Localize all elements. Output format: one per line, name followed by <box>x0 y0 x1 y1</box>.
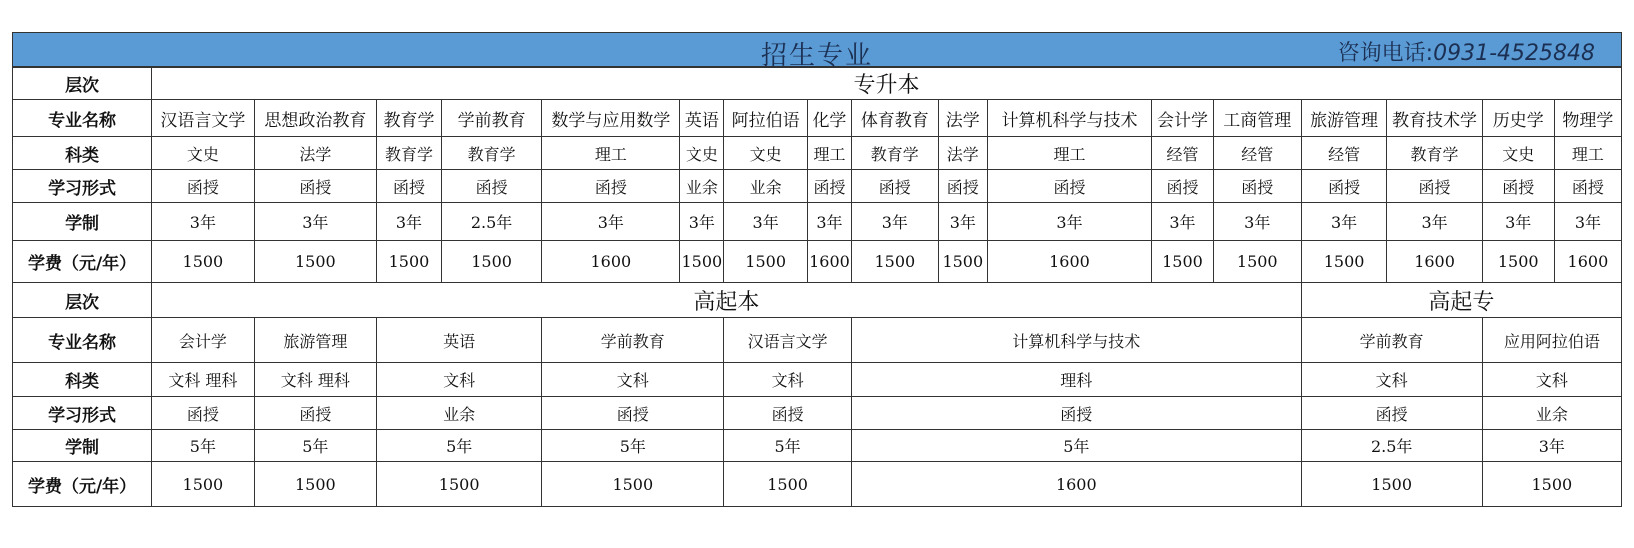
tuition-cell: 1500 <box>254 241 376 283</box>
duration-cell: 3年 <box>724 203 808 241</box>
consult-phone <box>1338 36 1595 67</box>
study-form-cell: 函授 <box>1301 170 1387 203</box>
study-form-cell: 函授 <box>542 170 680 203</box>
study-form-cell: 函授 <box>987 170 1151 203</box>
tuition-cell: 1500 <box>441 241 541 283</box>
duration-cell: 3年 <box>1387 203 1482 241</box>
duration-cell: 5年 <box>724 430 852 462</box>
tuition-cell: 1500 <box>1482 462 1621 507</box>
duration-cell: 3年 <box>254 203 376 241</box>
tuition-cell: 1500 <box>254 462 376 507</box>
tuition-cell: 1500 <box>851 241 938 283</box>
table-row <box>13 203 1622 241</box>
category-cell: 理工 <box>1554 137 1621 170</box>
major-cell: 旅游管理 <box>1301 100 1387 137</box>
category-cell: 理工 <box>542 137 680 170</box>
table-row <box>13 137 1622 170</box>
category-cell: 理工 <box>987 137 1151 170</box>
category-cell: 文史 <box>1482 137 1554 170</box>
study-form-cell: 业余 <box>377 397 542 430</box>
study-form-cell: 函授 <box>152 170 255 203</box>
category-cell: 经管 <box>1301 137 1387 170</box>
category-cell: 理科 <box>851 363 1301 397</box>
enrollment-table-frame <box>12 32 1622 507</box>
category-cell: 教育学 <box>851 137 938 170</box>
table-row <box>13 100 1622 137</box>
tuition-cell: 1600 <box>851 462 1301 507</box>
level-gqz-title: 高起专 <box>1301 283 1621 318</box>
study-form-cell: 函授 <box>152 397 255 430</box>
category-cell: 教育学 <box>1387 137 1482 170</box>
duration-cell: 3年 <box>1554 203 1621 241</box>
category-cell: 理工 <box>807 137 851 170</box>
duration-cell: 5年 <box>254 430 376 462</box>
study-form-label: 学习形式 <box>13 397 152 430</box>
major-cell: 教育技术学 <box>1387 100 1482 137</box>
duration-cell: 3年 <box>1152 203 1214 241</box>
category-cell: 经管 <box>1152 137 1214 170</box>
tuition-cell: 1500 <box>377 462 542 507</box>
tuition-cell: 1500 <box>1152 241 1214 283</box>
tuition-cell: 1600 <box>542 241 680 283</box>
title-banner <box>12 32 1622 71</box>
major-cell: 汉语言文学 <box>152 100 255 137</box>
major-cell: 教育学 <box>377 100 442 137</box>
table-row <box>13 363 1622 397</box>
category-cell: 文科 <box>377 363 542 397</box>
study-form-cell: 函授 <box>1213 170 1301 203</box>
duration-cell: 3年 <box>1482 203 1554 241</box>
tuition-cell: 1600 <box>987 241 1151 283</box>
table-row <box>13 241 1622 283</box>
tuition-cell: 1500 <box>1301 241 1387 283</box>
phone-label: 咨询电话: <box>1337 41 1434 66</box>
major-cell: 法学 <box>938 100 987 137</box>
major-cell: 会计学 <box>152 318 255 363</box>
tuition-cell: 1500 <box>377 241 442 283</box>
duration-cell: 3年 <box>377 203 442 241</box>
major-cell: 阿拉伯语 <box>724 100 808 137</box>
major-cell: 计算机科学与技术 <box>851 318 1301 363</box>
duration-cell: 3年 <box>987 203 1151 241</box>
category-cell: 经管 <box>1213 137 1301 170</box>
table-row <box>13 318 1622 363</box>
study-form-cell: 函授 <box>377 170 442 203</box>
table-row <box>13 283 1622 318</box>
duration-label: 学制 <box>13 430 152 462</box>
duration-cell: 3年 <box>1213 203 1301 241</box>
tuition-cell: 1500 <box>1213 241 1301 283</box>
tuition-cell: 1500 <box>152 241 255 283</box>
majors-table <box>12 67 1622 507</box>
page-title: 招生专业 <box>760 41 873 71</box>
study-form-cell: 业余 <box>724 170 808 203</box>
study-form-label: 学习形式 <box>13 170 152 203</box>
category-cell: 文科 理科 <box>254 363 376 397</box>
study-form-cell: 函授 <box>542 397 724 430</box>
tuition-cell: 1500 <box>938 241 987 283</box>
study-form-cell: 函授 <box>851 397 1301 430</box>
study-form-cell: 函授 <box>441 170 541 203</box>
tuition-cell: 1600 <box>807 241 851 283</box>
category-label: 科类 <box>13 137 152 170</box>
duration-cell: 2.5年 <box>441 203 541 241</box>
duration-cell: 3年 <box>938 203 987 241</box>
major-cell: 学前教育 <box>1301 318 1482 363</box>
major-cell: 学前教育 <box>441 100 541 137</box>
duration-cell: 5年 <box>152 430 255 462</box>
category-cell: 文科 <box>1482 363 1621 397</box>
category-label: 科类 <box>13 363 152 397</box>
study-form-cell: 函授 <box>938 170 987 203</box>
major-cell: 化学 <box>807 100 851 137</box>
tuition-cell: 1500 <box>1301 462 1482 507</box>
duration-cell: 3年 <box>680 203 724 241</box>
major-cell: 思想政治教育 <box>254 100 376 137</box>
duration-cell: 3年 <box>1301 203 1387 241</box>
major-cell: 旅游管理 <box>254 318 376 363</box>
duration-label: 学制 <box>13 203 152 241</box>
major-cell: 英语 <box>377 318 542 363</box>
major-name-label: 专业名称 <box>13 318 152 363</box>
tuition-label: 学费（元/年） <box>13 241 152 283</box>
level-label: 层次 <box>13 283 152 318</box>
category-cell: 教育学 <box>377 137 442 170</box>
category-cell: 文科 <box>1301 363 1482 397</box>
table-row <box>13 462 1622 507</box>
level-zsb-title: 专升本 <box>152 68 1622 100</box>
study-form-cell: 业余 <box>1482 397 1621 430</box>
table-row <box>13 170 1622 203</box>
study-form-cell: 函授 <box>1301 397 1482 430</box>
tuition-cell: 1600 <box>1387 241 1482 283</box>
category-cell: 文科 理科 <box>152 363 255 397</box>
category-cell: 文史 <box>724 137 808 170</box>
major-cell: 应用阿拉伯语 <box>1482 318 1621 363</box>
major-cell: 体育教育 <box>851 100 938 137</box>
study-form-cell: 函授 <box>254 170 376 203</box>
study-form-cell: 函授 <box>1152 170 1214 203</box>
major-cell: 数学与应用数学 <box>542 100 680 137</box>
major-cell: 物理学 <box>1554 100 1621 137</box>
study-form-cell: 函授 <box>724 397 852 430</box>
level-gqb-title: 高起本 <box>152 283 1302 318</box>
level-label: 层次 <box>13 68 152 100</box>
major-cell: 学前教育 <box>542 318 724 363</box>
study-form-cell: 函授 <box>1387 170 1482 203</box>
category-cell: 文科 <box>724 363 852 397</box>
category-cell: 文科 <box>542 363 724 397</box>
study-form-cell: 函授 <box>254 397 376 430</box>
duration-cell: 3年 <box>1482 430 1621 462</box>
duration-cell: 2.5年 <box>1301 430 1482 462</box>
tuition-cell: 1500 <box>680 241 724 283</box>
duration-cell: 3年 <box>807 203 851 241</box>
study-form-cell: 函授 <box>807 170 851 203</box>
tuition-cell: 1500 <box>724 462 852 507</box>
category-cell: 法学 <box>254 137 376 170</box>
duration-cell: 3年 <box>851 203 938 241</box>
major-cell: 历史学 <box>1482 100 1554 137</box>
study-form-cell: 业余 <box>680 170 724 203</box>
tuition-cell: 1500 <box>1482 241 1554 283</box>
major-cell: 工商管理 <box>1213 100 1301 137</box>
major-cell: 英语 <box>680 100 724 137</box>
major-name-label: 专业名称 <box>13 100 152 137</box>
phone-number: 0931-4525848 <box>1433 41 1595 66</box>
category-cell: 文史 <box>680 137 724 170</box>
category-cell: 教育学 <box>441 137 541 170</box>
duration-cell: 5年 <box>542 430 724 462</box>
study-form-cell: 函授 <box>1554 170 1621 203</box>
major-cell: 计算机科学与技术 <box>987 100 1151 137</box>
duration-cell: 3年 <box>152 203 255 241</box>
table-row <box>13 430 1622 462</box>
tuition-label: 学费（元/年） <box>13 462 152 507</box>
duration-cell: 5年 <box>851 430 1301 462</box>
category-cell: 文史 <box>152 137 255 170</box>
tuition-cell: 1600 <box>1554 241 1621 283</box>
duration-cell: 5年 <box>377 430 542 462</box>
tuition-cell: 1500 <box>152 462 255 507</box>
table-row <box>13 68 1622 100</box>
major-cell: 会计学 <box>1152 100 1214 137</box>
major-cell: 汉语言文学 <box>724 318 852 363</box>
category-cell: 法学 <box>938 137 987 170</box>
table-row <box>13 397 1622 430</box>
tuition-cell: 1500 <box>724 241 808 283</box>
study-form-cell: 函授 <box>1482 170 1554 203</box>
study-form-cell: 函授 <box>851 170 938 203</box>
duration-cell: 3年 <box>542 203 680 241</box>
tuition-cell: 1500 <box>542 462 724 507</box>
